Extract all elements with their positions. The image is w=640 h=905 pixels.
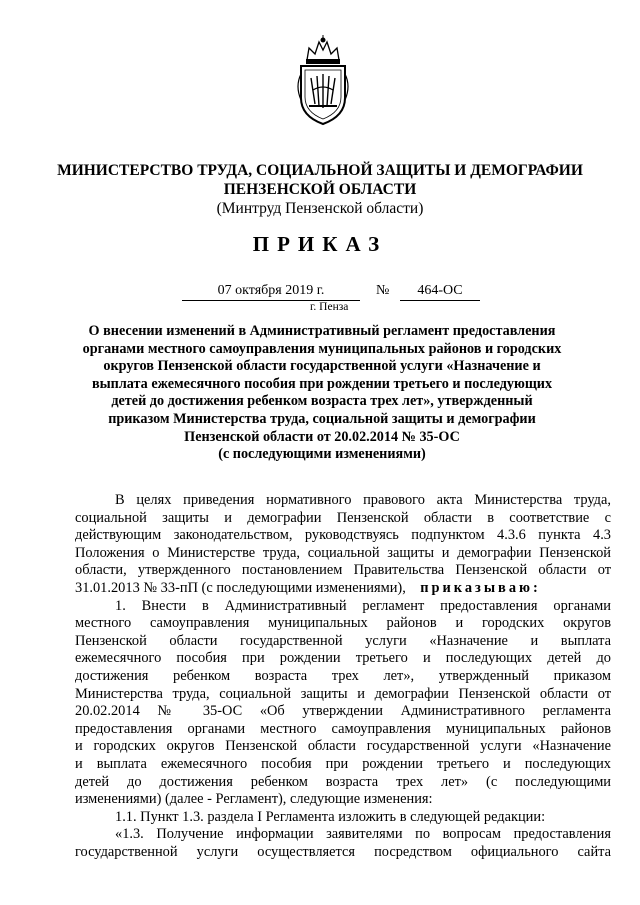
body-line-text: 31.01.2013 № 33-пП (с последующими изменениями), xyxy=(75,579,406,596)
title-line: выплата ежемесячного пособия при рождении третьего и последующих xyxy=(91,375,553,392)
title-line: О внесении изменений в Административный регламент предоставления xyxy=(88,323,556,339)
penza-coat-of-arms-icon xyxy=(295,34,351,126)
body-line: Министерства труда, социальной защиты и демографии Пензенской области от xyxy=(75,685,611,702)
document-title xyxy=(60,323,584,464)
body-line: местного самоуправления муниципальных районов и городских округов xyxy=(75,615,611,632)
document-body xyxy=(75,492,611,861)
title-line: Пензенской области от 20.02.2014 № 35-ОС xyxy=(184,428,460,445)
body-line: 1.1. Пункт 1.3. раздела I Регламента изложить в следующей редакции: xyxy=(115,808,546,825)
title-line: детей до достижения ребенком возраста трех лет», утвержденный xyxy=(111,393,533,410)
body-line: Положения о Министерстве труда, социальной защиты и демографии Пензенской xyxy=(75,544,611,561)
number-sign: № xyxy=(376,283,390,298)
body-line: действующим законодательством, руководствуясь подпунктом 4.3.6 пункта 4.3 xyxy=(75,527,611,544)
ministry-name-line-2: ПЕНЗЕНСКОЙ ОБЛАСТИ xyxy=(223,181,417,198)
city: г. Пенза xyxy=(310,301,349,313)
order-date: 07 октября 2019 г. xyxy=(182,282,360,301)
body-line: государственной услуги осуществляется посредством официального сайта xyxy=(75,843,611,860)
body-line: предоставления органами местного самоуправления муниципальных районов xyxy=(75,720,611,737)
order-word: приказываю: xyxy=(420,579,541,596)
body-line: детей до достижения ребенком возраста трех лет» (с последующими xyxy=(75,773,611,790)
title-line: органами местного самоуправления муниципальных районов и городских xyxy=(82,340,562,357)
body-line: изменениями) (далее - Регламент), следующие изменения: xyxy=(75,791,433,808)
body-line: достижения ребенком возраста трех лет», утвержденный приказом xyxy=(75,667,611,684)
title-line: приказом Министерства труда, социальной защиты и демографии xyxy=(108,410,536,427)
body-line: 1. Внести в Административный регламент предоставления органами xyxy=(115,597,611,614)
ministry-name-line-1: МИНИСТЕРСТВО ТРУДА, СОЦИАЛЬНОЙ ЗАЩИТЫ И ДЕМОГРАФИИ xyxy=(57,162,583,179)
body-line: ежемесячного пособия при рождении третьего и последующих детей до xyxy=(75,650,611,667)
body-line: области, утвержденного постановлением Правительства Пензенской области от xyxy=(75,562,611,579)
title-line: (с последующими изменениями) xyxy=(218,446,426,463)
body-line: 20.02.2014 № 35-ОС «Об утверждении Административного регламента xyxy=(75,703,611,720)
body-line: и городских округов Пензенской области государственной услуги «Назначение xyxy=(75,738,611,755)
body-line: и выплата ежемесячного пособия при рождении третьего и последующих xyxy=(75,755,611,772)
document-type: ПРИКАЗ xyxy=(252,232,388,256)
order-number: 464-ОС xyxy=(400,282,480,301)
title-line: округов Пензенской области государственной услуги «Назначение и xyxy=(103,358,541,375)
body-line: Пензенской области государственной услуги «Назначение и выплата xyxy=(75,632,611,649)
ministry-short-name: (Минтруд Пензенской области) xyxy=(216,200,424,217)
body-line: В целях приведения нормативного правового акта Министерства труда, xyxy=(115,492,611,508)
body-line xyxy=(75,580,611,598)
body-line: «1.3. Получение информации заявителями по вопросам предоставления xyxy=(115,826,611,843)
body-line: социальной защиты и демографии Пензенской области в соответствие с xyxy=(75,509,611,526)
